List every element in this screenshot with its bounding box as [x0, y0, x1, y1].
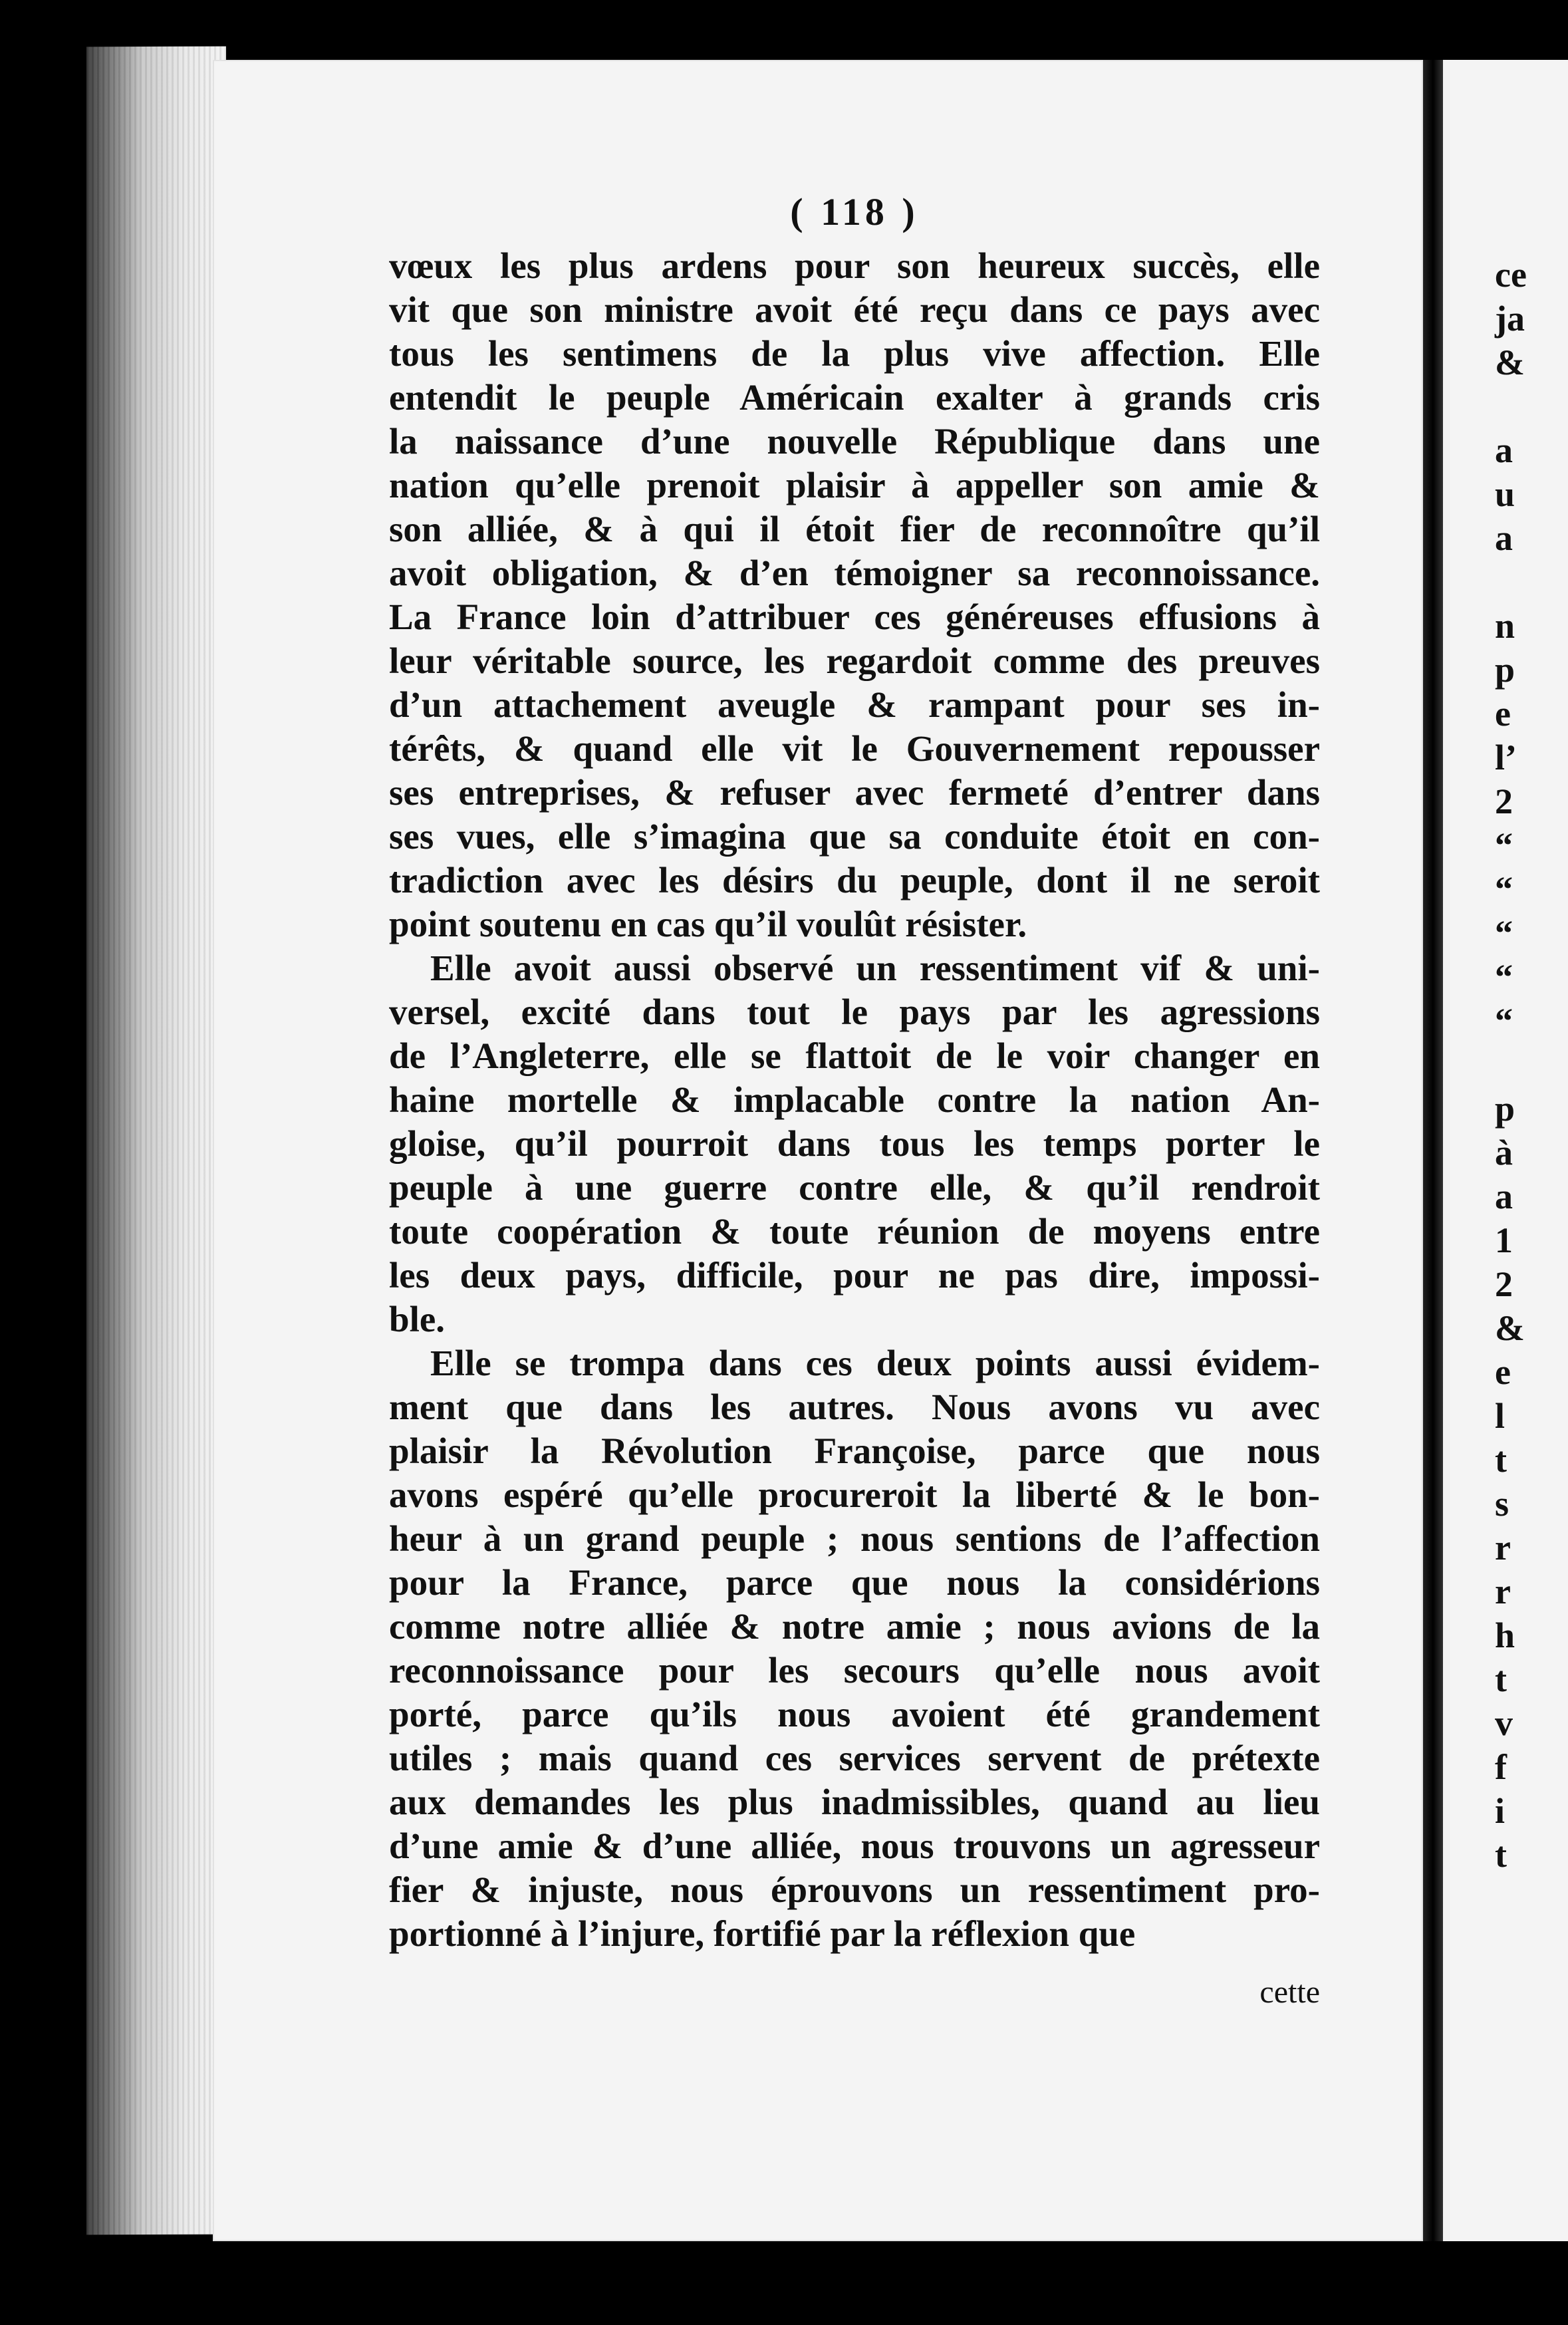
text-line: avons espéré qu’elle procureroit la liberté & le bon-: [389, 1474, 1320, 1515]
facing-page-fragment: 2: [1495, 781, 1513, 821]
facing-page-fragment: “: [1495, 957, 1513, 997]
text-line: ment que dans les autres. Nous avons vu avec: [389, 1387, 1320, 1427]
text-line: fier & injuste, nous éprouvons un ressentiment pro-: [389, 1869, 1320, 1910]
catchword: cette: [1259, 1975, 1320, 2010]
text-line: la naissance d’une nouvelle République dans une: [389, 421, 1320, 462]
text-line: plaisir la Révolution Françoise, parce que nous: [389, 1431, 1320, 1471]
page-number: ( 118 ): [790, 190, 919, 233]
facing-page-fragment: ja: [1495, 299, 1525, 339]
facing-page-fragment: a: [1495, 518, 1513, 558]
facing-page-fragment: t: [1495, 1659, 1507, 1699]
text-line: tous les sentimens de la plus vive affection. Elle: [389, 333, 1320, 374]
facing-page-fragment: f: [1495, 1747, 1507, 1787]
book-gutter: [1423, 60, 1443, 2241]
text-line: d’une amie & d’une alliée, nous trouvons un agresseur: [389, 1826, 1320, 1866]
facing-page-fragment: u: [1495, 474, 1515, 514]
facing-page-fragment: 2: [1495, 1264, 1513, 1304]
text-line: leur véritable source, les regardoit comme des preuves: [389, 640, 1320, 681]
text-line: de l’Angleterre, elle se flattoit de le voir changer en: [389, 1035, 1320, 1076]
facing-page-fragment: v: [1495, 1703, 1513, 1743]
facing-page-fragment: à: [1495, 1133, 1513, 1172]
facing-page-fragment: a: [1495, 430, 1513, 470]
facing-page-fragment: l’: [1495, 738, 1517, 777]
text-line: toute coopération & toute réunion de moyens entre: [389, 1211, 1320, 1252]
text-line: gloise, qu’il pourroit dans tous les temps porter le: [389, 1123, 1320, 1164]
facing-page-fragment: e: [1495, 694, 1511, 734]
text-line: Elle se trompa dans ces deux points aussi évidem-: [430, 1343, 1320, 1383]
text-line: avoit obligation, & d’en témoigner sa reconnoissance.: [389, 553, 1320, 593]
text-line: La France loin d’attribuer ces généreuses effusions à: [389, 597, 1320, 637]
facing-page-fragment: 1: [1495, 1220, 1513, 1260]
facing-page-fragment: i: [1495, 1791, 1505, 1831]
facing-page-fragment: a: [1495, 1176, 1513, 1216]
text-line: aux demandes les plus inadmissibles, quand au lieu: [389, 1782, 1320, 1822]
facing-page-fragment: p: [1495, 1089, 1515, 1129]
text-line: Elle avoit aussi observé un ressentiment vif & uni-: [430, 948, 1320, 988]
text-line: d’un attachement aveugle & rampant pour ses in-: [389, 684, 1320, 725]
facing-page-fragment: n: [1495, 606, 1515, 646]
facing-page-fragment: &: [1495, 342, 1525, 382]
text-line: entendit le peuple Américain exalter à grands cris: [389, 377, 1320, 418]
text-line: ble.: [389, 1299, 446, 1339]
book-page-edges: [86, 47, 226, 2235]
text-line: haine mortelle & implacable contre la nation An-: [389, 1079, 1320, 1120]
facing-page-fragment: ce: [1495, 255, 1527, 295]
facing-page-fragment: “: [1495, 825, 1513, 865]
facing-page-fragment: r: [1495, 1528, 1511, 1568]
facing-page-fragment: “: [1495, 1001, 1513, 1041]
text-line: heur à un grand peuple ; nous sentions de l’affection: [389, 1518, 1320, 1559]
text-line: les deux pays, difficile, pour ne pas dire, impossi-: [389, 1255, 1320, 1296]
text-line: porté, parce qu’ils nous avoient été grandement: [389, 1694, 1320, 1734]
text-line: vœux les plus ardens pour son heureux succès, elle: [389, 245, 1320, 286]
text-line: tradiction avec les désirs du peuple, dont il ne seroit: [389, 860, 1320, 900]
facing-page-fragment: r: [1495, 1572, 1511, 1611]
text-line: portionné à l’injure, fortifié par la réflexion que: [389, 1913, 1136, 1954]
facing-page-fragment: “: [1495, 869, 1513, 909]
text-line: comme notre alliée & notre amie ; nous avions de la: [389, 1606, 1320, 1647]
text-line: pour la France, parce que nous la considérions: [389, 1562, 1320, 1603]
text-line: reconnoissance pour les secours qu’elle nous avoit: [389, 1650, 1320, 1691]
facing-page-fragment: s: [1495, 1484, 1509, 1524]
text-line: vit que son ministre avoit été reçu dans ce pays avec: [389, 289, 1320, 330]
facing-page-fragment: “: [1495, 913, 1513, 953]
text-line: ses vues, elle s’imagina que sa conduite étoit en con-: [389, 816, 1320, 857]
body-text: [389, 244, 1320, 1956]
text-line: nation qu’elle prenoit plaisir à appeller son amie &: [389, 465, 1320, 505]
facing-page: [1443, 60, 1568, 2241]
text-line: son alliée, & à qui il étoit fier de reconnoître qu’il: [389, 509, 1320, 549]
text-line: utiles ; mais quand ces services servent de prétexte: [389, 1738, 1320, 1778]
text-line: ses entreprises, & refuser avec fermeté d’entrer dans: [389, 772, 1320, 813]
text-line: versel, excité dans tout le pays par les agressions: [389, 992, 1320, 1032]
text-line: térêts, & quand elle vit le Gouvernement repousser: [389, 728, 1320, 769]
facing-page-fragment: t: [1495, 1835, 1507, 1875]
facing-page-fragment: p: [1495, 650, 1515, 690]
text-line: point soutenu en cas qu’il voulût résister.: [389, 904, 1027, 944]
facing-page-fragment: t: [1495, 1440, 1507, 1480]
text-line: peuple à une guerre contre elle, & qu’il rendroit: [389, 1167, 1320, 1208]
facing-page-fragment: e: [1495, 1352, 1511, 1392]
facing-page-fragment: l: [1495, 1396, 1505, 1436]
facing-page-fragment: h: [1495, 1615, 1515, 1655]
facing-page-fragment: &: [1495, 1308, 1525, 1348]
